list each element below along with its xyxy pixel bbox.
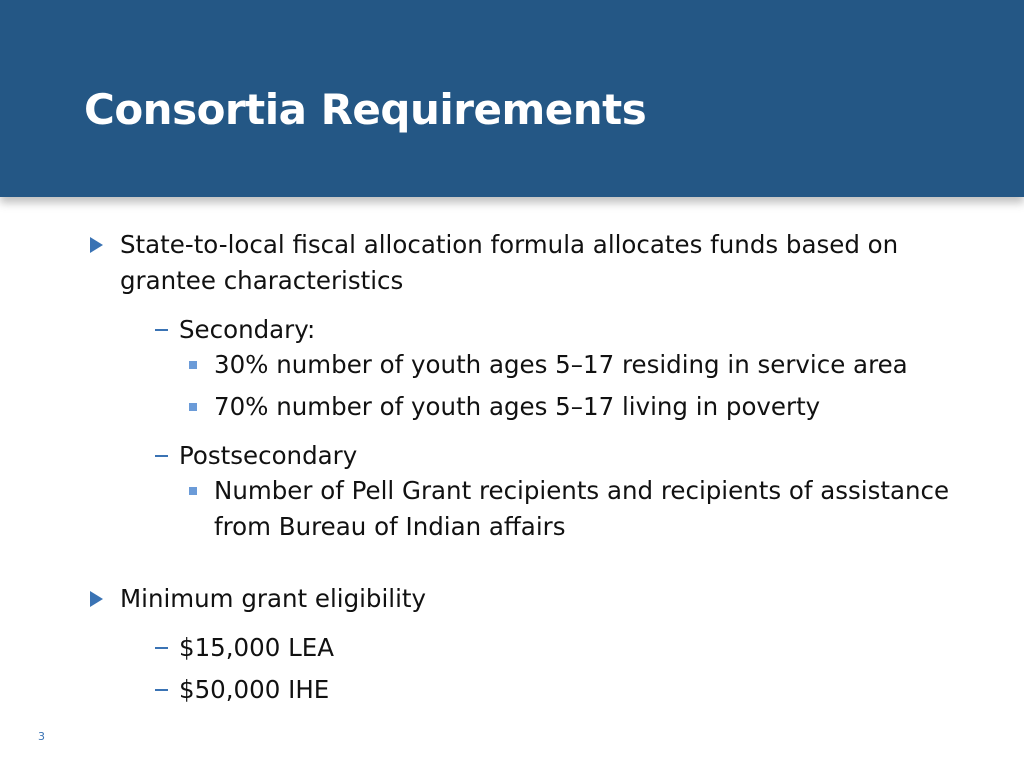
dash-bullet-icon (155, 329, 168, 331)
page-number: 3 (38, 730, 45, 743)
square-bullet-icon (189, 487, 197, 495)
square-bullet-icon (189, 403, 197, 411)
slide-title: Consortia Requirements (84, 85, 647, 134)
square-bullet-icon (189, 361, 197, 369)
sub-bullet-secondary: Secondary: (179, 315, 316, 344)
dash-bullet-icon (155, 455, 168, 457)
sub-sub-bullet-youth-poverty: 70% number of youth ages 5–17 living in poverty (214, 392, 821, 421)
sub-bullet-ihe: $50,000 IHE (179, 675, 330, 704)
sub-sub-bullet-pell-grant: Number of Pell Grant recipients and recipients of assistance from Bureau of Indian affairs (214, 476, 950, 541)
bullet-allocation-formula: State-to-local fiscal allocation formula allocates funds based on grantee characteristics (120, 230, 899, 295)
dash-bullet-icon (155, 689, 168, 691)
sub-bullet-postsecondary: Postsecondary (179, 441, 358, 470)
triangle-bullet-icon (90, 591, 103, 607)
sub-sub-bullet-youth-service-area: 30% number of youth ages 5–17 residing in service area (214, 350, 908, 379)
bullet-minimum-grant: Minimum grant eligibility (120, 584, 427, 613)
dash-bullet-icon (155, 647, 168, 649)
sub-bullet-lea: $15,000 LEA (179, 633, 334, 662)
triangle-bullet-icon (90, 237, 103, 253)
